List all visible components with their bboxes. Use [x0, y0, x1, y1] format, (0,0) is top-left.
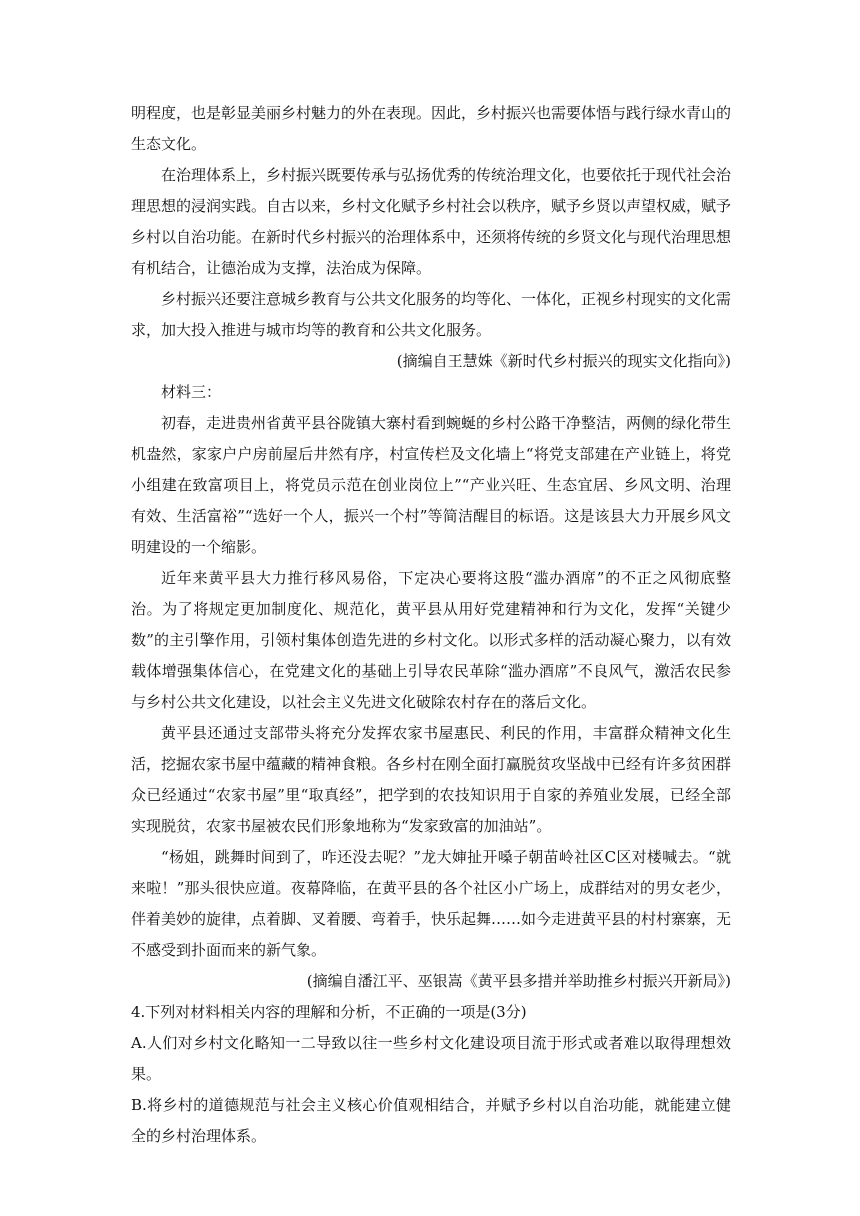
paragraph-continuation: 明程度，也是彰显美丽乡村魅力的外在表现。因此，乡村振兴也需要体悟与践行绿水青山的生态文化。 [131, 104, 732, 153]
question-stem: 4.下列对材料相关内容的理解和分析，不正确的一项是(3分) [131, 1003, 527, 1021]
question-option-b: B.将乡村的道德规范与社会主义核心价值观相结合，并赋予乡村以自治功能，就能建立健全的乡村治理体系。 [131, 1096, 731, 1145]
document-page [131, 98, 731, 1152]
paragraph-farm-bookhouse: 黄平县还通过支部带头将充分发挥农家书屋惠民、利民的作用，丰富群众精神文化生活，挖掘农家书屋中蕴藏的精神食粮。各乡村在刚全面打赢脱贫攻坚战中已经有许多贫困群众已经通过“农家书屋”里“取真经”，把学到的农技知识用于自家的养殖业发展，已经全部实现脱贫，农家书屋被农民们形象地称为“发家致富的加油站”。 [131, 724, 732, 835]
paragraph-customs-reform: 近年来黄平县大力推行移风易俗，下定决心要将这股“滥办酒席”的不正之风彻底整治。为了将规定更加制度化、规范化，黄平县从用好党建精神和行为文化，发挥“关键少数”的主引擎作用，引领村集体创造先进的乡村文化。以形式多样的活动凝心聚力，以有效载体增强集体信心，在党建文化的基础上引导农民革除“滥办酒席”不良风气，激活农民参与乡村公共文化建设，以社会主义先进文化破除农村存在的落后文化。 [131, 569, 731, 711]
material-3-label: 材料三： [161, 383, 222, 401]
question-option-a: A.人们对乡村文化略知一二导致以往一些乡村文化建设项目流于形式或者难以取得理想效果。 [131, 1034, 731, 1083]
paragraph-governance: 在治理体系上，乡村振兴既要传承与弘扬优秀的传统治理文化，也要依托于现代社会治理思想的浸润实践。自古以来，乡村文化赋予乡村社会以秩序，赋予乡贤以声望权威，赋予乡村以自治功能。在新时代乡村振兴的治理体系中，还须将传统的乡贤文化与现代治理思想有机结合，让德治成为支撑，法治成为保障。 [131, 166, 732, 277]
paragraph-dance-scene: “杨姐，跳舞时间到了，咋还没去呢？”龙大婶扯开嗓子朝苗岭社区C区对楼喊去。“就来啦！”那头很快应道。夜幕降临，在黄平县的各个社区小广场上，成群结对的男女老少，伴着美妙的旋律，点着脚、叉着腰、弯着手，快乐起舞……如今走进黄平县的村村寨寨，无不感受到扑面而来的新气象。 [131, 848, 732, 959]
source-citation-3: (摘编自潘江平、巫银嵩《黄平县多措并举助推乡村振兴开新局》) [306, 972, 731, 990]
paragraph-spring-village: 初春，走进贵州省黄平县谷陇镇大寨村看到蜿蜒的乡村公路干净整洁，两侧的绿化带生机盎然，家家户户房前屋后井然有序，村宣传栏及文化墙上“将党支部建在产业链上，将党小组建在致富项目上，将党员示范在创业岗位上”“产业兴旺、生态宜居、乡风文明、治理有效、生活富裕”“选好一个人，振兴一个村”等简洁醒目的标语。这是该县大力开展乡风文明建设的一个缩影。 [131, 414, 732, 556]
paragraph-education: 乡村振兴还要注意城乡教育与公共文化服务的均等化、一体化，正视乡村现实的文化需求，加大投入推进与城市均等的教育和公共文化服务。 [131, 290, 732, 339]
source-citation-2: (摘编自王慧姝《新时代乡村振兴的现实文化指向》) [396, 352, 731, 370]
